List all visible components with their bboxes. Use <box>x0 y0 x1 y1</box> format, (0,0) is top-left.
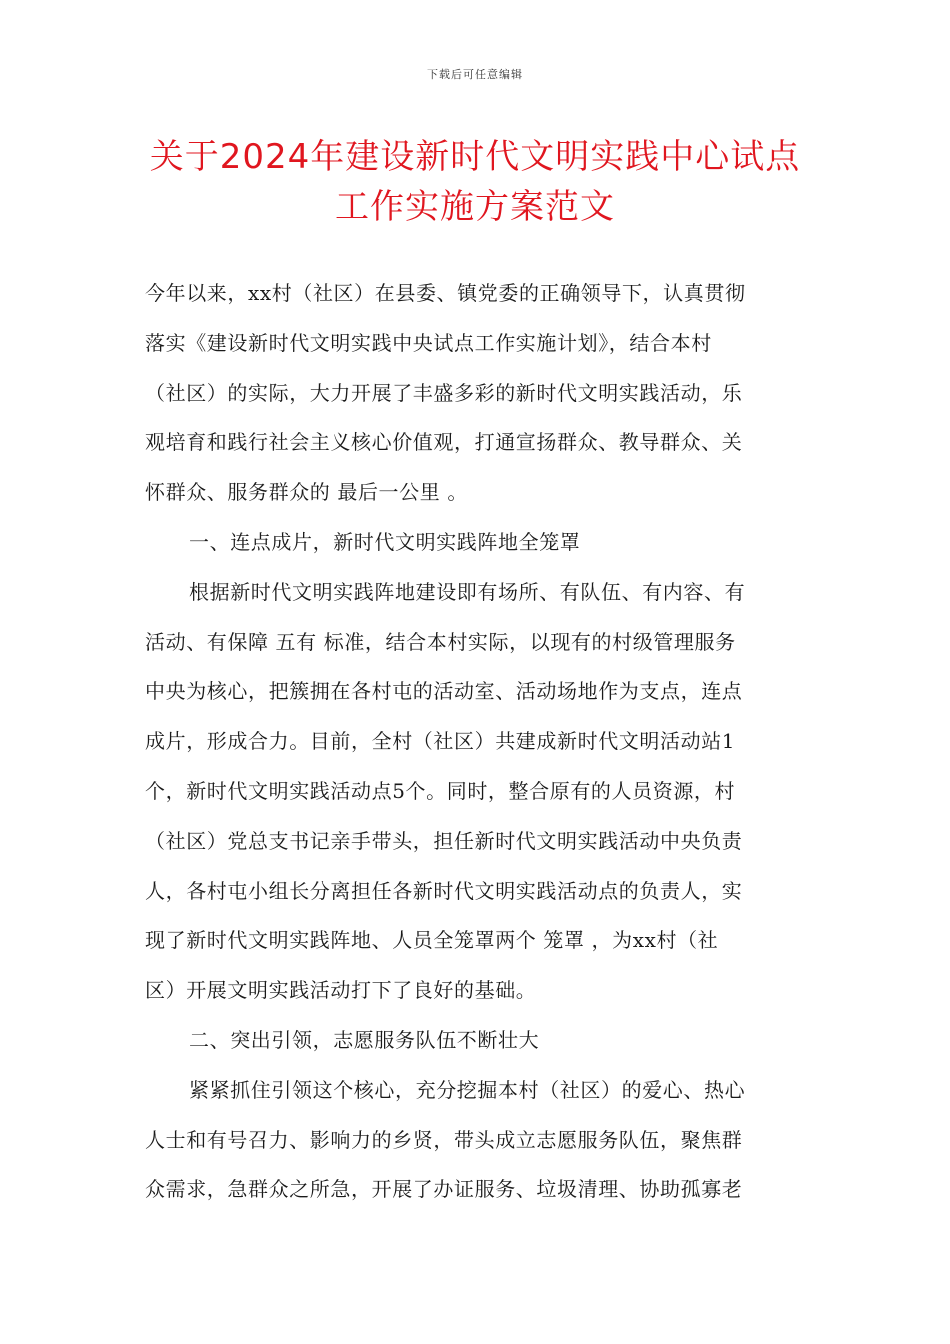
paragraph-line: 今年以来，xx村（社区）在县委、镇党委的正确领导下，认真贯彻 <box>145 281 746 305</box>
paragraph-line: 人，各村屯小组长分离担任各新时代文明实践活动点的负责人，实 <box>145 878 743 903</box>
paragraph-line: （社区）党总支书记亲手带头，担任新时代文明实践活动中央负责 <box>145 828 743 853</box>
title-line: 关于2024年建设新时代文明实践中心试点 <box>149 137 801 177</box>
header-note: 下载后可任意编辑 <box>427 68 523 81</box>
paragraph-line: 落实《建设新时代文明实践中央试点工作实施计划》，结合本村 <box>145 330 712 355</box>
paragraph-line: 怀群众、服务群众的 最后一公里 。 <box>145 480 468 505</box>
paragraph-line: 根据新时代文明实践阵地建设即有场所、有队伍、有内容、有 <box>189 579 746 604</box>
document-title <box>120 132 830 232</box>
paragraph-line: 观培育和践行社会主义核心价值观，打通宣扬群众、教导群众、关 <box>145 430 743 455</box>
paragraph-line: 现了新时代文明实践阵地、人员全笼罩两个 笼罩 ，为xx村（社 <box>145 928 719 953</box>
paragraph-line: 成片，形成合力。目前，全村（社区）共建成新时代文明活动站1 <box>145 729 736 754</box>
paragraph-line: 中央为核心，把簇拥在各村屯的活动室、活动场地作为支点，连点 <box>145 679 743 704</box>
paragraph-line: 紧紧抓住引领这个核心，充分挖掘本村（社区）的爱心、热心 <box>189 1077 746 1102</box>
section-heading: 二、突出引领，志愿服务队伍不断壮大 <box>189 1027 540 1052</box>
section-heading: 一、连点成片，新时代文明实践阵地全笼罩 <box>189 529 581 554</box>
document-body <box>145 269 805 1215</box>
paragraph-line: 区）开展文明实践活动打下了良好的基础。 <box>145 978 537 1003</box>
paragraph-line: （社区）的实际，大力开展了丰盛多彩的新时代文明实践活动，乐 <box>145 380 743 405</box>
paragraph-line: 活动、有保障 五有 标准，结合本村实际，以现有的村级管理服务 <box>145 629 736 654</box>
title-line: 工作实施方案范文 <box>335 187 615 227</box>
paragraph-line: 人士和有号召力、影响力的乡贤，带头成立志愿服务队伍，聚焦群 <box>145 1127 743 1152</box>
paragraph-line: 众需求，急群众之所急，开展了办证服务、垃圾清理、协助孤寡老 <box>145 1177 743 1202</box>
paragraph-line: 个，新时代文明实践活动点5个。同时，整合原有的人员资源，村 <box>145 778 736 803</box>
